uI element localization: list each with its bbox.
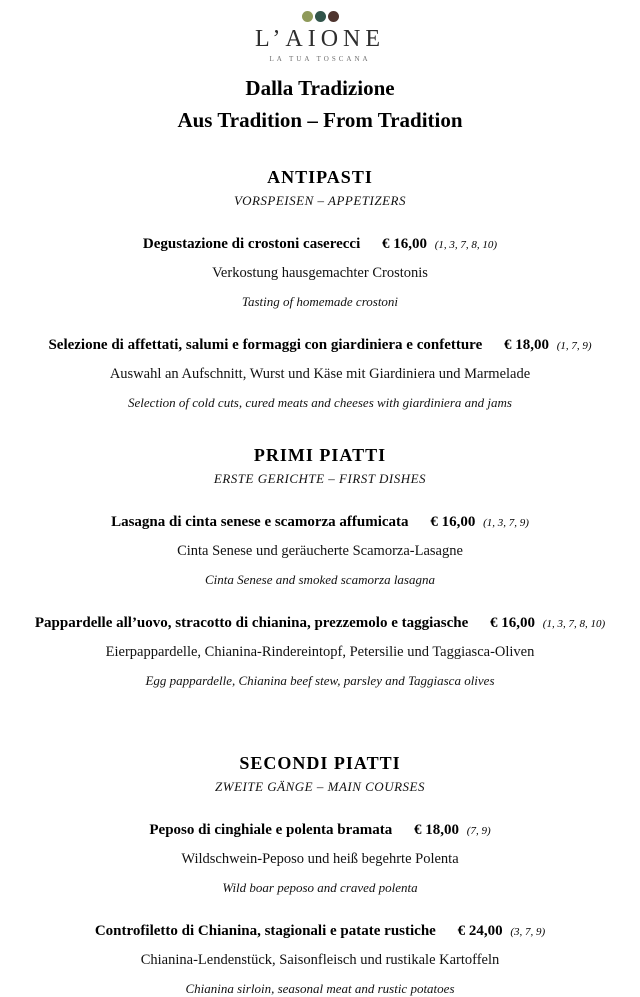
- item-name: Lasagna di cinta senese e scamorza affumicata: [111, 514, 409, 530]
- item-price: € 24,00: [457, 923, 503, 939]
- item-translation-de: Wildschwein-Peposo und heiß begehrte Polenta: [181, 851, 459, 867]
- item-allergens: (1, 3, 7, 8, 10): [542, 618, 606, 630]
- item-translation-en: Cinta Senese and smoked scamorza lasagna: [204, 572, 435, 587]
- item-allergens: (7, 9): [466, 825, 491, 837]
- menu-item: [0, 337, 640, 411]
- logo-dot-icon: [302, 11, 313, 22]
- item-name: Selezione di affettati, salumi e formaggi con giardiniera e confetture: [48, 337, 483, 353]
- item-price: € 18,00: [503, 337, 549, 353]
- item-allergens: (1, 3, 7, 8, 10): [434, 239, 498, 251]
- logo-dots-icon: [0, 10, 640, 23]
- item-translation-de: Eierpappardelle, Chianina-Rindereintopf, Petersilie und Taggiasca-Oliven: [105, 644, 535, 660]
- restaurant-name: L’AIONE: [254, 26, 386, 52]
- item-name-price-line: [0, 615, 640, 632]
- section-secondi-piatti: [0, 753, 640, 997]
- section-subheading: VORSPEISEN – APPETIZERS: [234, 193, 406, 208]
- item-price: € 18,00: [414, 822, 460, 838]
- item-name-price-line: [0, 514, 640, 531]
- item-name: Pappardelle all’uovo, stracotto di chianina, prezzemolo e taggiasche: [34, 615, 469, 631]
- item-translation-en: Selection of cold cuts, cured meats and cheeses with giardiniera and jams: [128, 395, 512, 410]
- logo-dot-icon: [328, 11, 339, 22]
- item-name-price-line: [0, 337, 640, 354]
- item-allergens: (1, 7, 9): [556, 340, 592, 352]
- logo-dot-icon: [315, 11, 326, 22]
- item-translation-de: Cinta Senese und geräucherte Scamorza-Lasagne: [177, 543, 463, 559]
- menu-item: [0, 822, 640, 896]
- item-price: € 16,00: [382, 236, 427, 252]
- restaurant-tagline: LA TUA TOSCANA: [269, 55, 371, 63]
- item-price: € 16,00: [490, 615, 536, 631]
- menu-item: [0, 923, 640, 997]
- section-primi-piatti: [0, 445, 640, 689]
- item-translation-en: Tasting of homemade crostoni: [241, 294, 399, 309]
- item-translation-de: Chianina-Lendenstück, Saisonfleisch und rustikale Kartoffeln: [140, 952, 500, 968]
- item-name-price-line: [0, 236, 640, 253]
- section-heading: ANTIPASTI: [267, 167, 373, 187]
- section-heading: SECONDI PIATTI: [239, 753, 401, 773]
- menu-item: [0, 236, 640, 310]
- item-name: Peposo di cinghiale e polenta bramata: [149, 822, 393, 838]
- item-translation-de: Auswahl an Aufschnitt, Wurst und Käse mit Giardiniera und Marmelade: [109, 366, 531, 382]
- item-allergens: (1, 3, 7, 9): [483, 517, 529, 529]
- section-heading: PRIMI PIATTI: [253, 445, 387, 465]
- item-name: Controfiletto di Chianina, stagionali e patate rustiche: [94, 923, 436, 939]
- item-translation-de: Verkostung hausgemachter Crostonis: [212, 265, 428, 281]
- page-title-italian: Dalla Tradizione: [245, 76, 395, 100]
- menu-item: [0, 514, 640, 588]
- item-translation-en: Egg pappardelle, Chianina beef stew, parsley and Taggiasca olives: [145, 673, 495, 688]
- item-name: Degustazione di crostoni caserecci: [142, 236, 361, 252]
- item-allergens: (3, 7, 9): [510, 926, 546, 938]
- item-name-price-line: [0, 923, 640, 940]
- section-antipasti: [0, 167, 640, 411]
- restaurant-logo: [0, 10, 640, 63]
- section-subheading: ERSTE GERICHTE – FIRST DISHES: [213, 471, 427, 486]
- section-subheading: ZWEITE GÄNGE – MAIN COURSES: [215, 779, 425, 794]
- item-name-price-line: [0, 822, 640, 839]
- item-price: € 16,00: [430, 514, 476, 530]
- item-translation-en: Wild boar peposo and craved polenta: [222, 880, 418, 895]
- menu-item: [0, 615, 640, 689]
- item-translation-en: Chianina sirloin, seasonal meat and rustic potatoes: [185, 981, 455, 996]
- page-title-translation: Aus Tradition – From Tradition: [177, 108, 463, 132]
